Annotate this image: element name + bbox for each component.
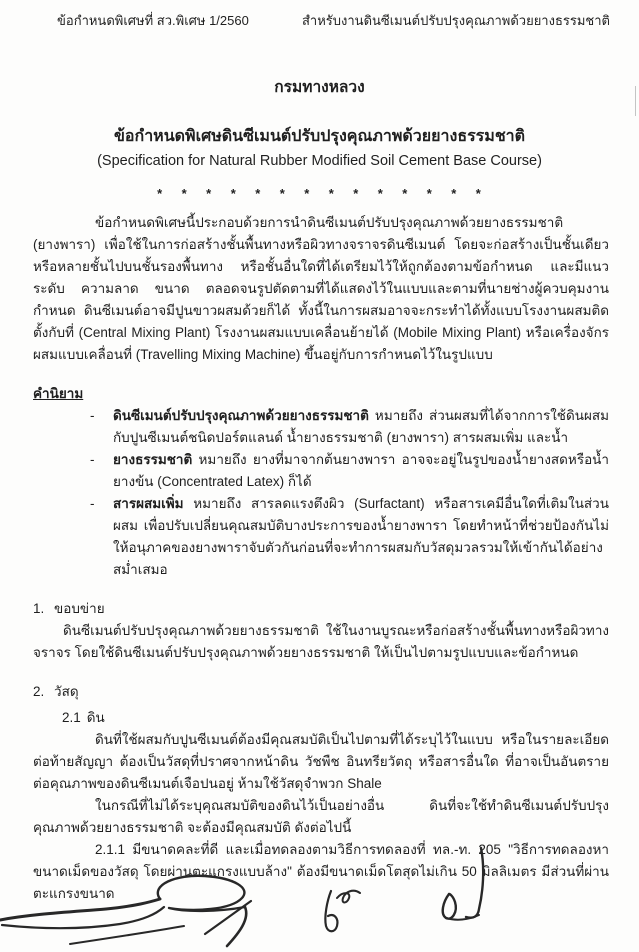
definitions-heading: คำนิยาม [33,386,84,401]
soil-default-properties-paragraph: ในกรณีที่ไม่ได้ระบุคุณสมบัติของดินไว้เป็นอย่างอื่น ดินที่จะใช้ทำดินซีเมนต์ปรับปรุงคุณภาพด้วยยางธรรมชาติ จะต้องมีคุณสมบัติ ดังต่อไปนี้ [33,798,609,835]
scan-artifact-line [635,86,636,116]
document-title-english: (Specification for Natural Rubber Modified Soil Cement Base Course) [97,153,542,169]
header-doc-number: ข้อกำหนดพิเศษที่ สว.พิเศษ 1/2560 [57,13,249,28]
definition-body [113,449,609,493]
definition-text: หมายถึง สารลดแรงตึงผิว (Surfactant) หรือสารเคมีอื่นใดที่เติมในส่วนผสม เพื่อปรับเปลี่ยนคุณสมบัติบางประการของน้ำยางพารา โดยทำหน้าที่ช่วยป้องกันไม่ให้อนุภาคของยางพาราจับตัวกันก่อนที่จะทำการผสมกับวัสดุมวลรวมให้เข้ากันได้อย่างสม่ำเสมอ [113,496,609,577]
document-body [0,212,639,905]
dash-bullet-icon: - [90,496,95,511]
gradation-requirement-paragraph: 2.1.1 มีขนาดคละที่ดี และเมื่อทดลองตามวิธีการทดลองที่ ทล.-ท. 205 "วิธีการทดลองหาขนาดเม็ดของวัสดุ โดยผ่านตะแกรงแบบล้าง" ต้องมีขนาดเม็ดโตสุดไม่เกิน 50 มิลลิเมตร มีส่วนที่ผ่านตะแกรงขนาด [33,842,609,901]
definition-text: หมายถึง ยางที่มาจากต้นยางพารา อาจจะอยู่ในรูปของน้ำยางสดหรือน้ำยางข้น (Concentrated Latex) ก็ได้ [113,452,609,489]
subsection-2-1-title: ดิน [86,710,105,725]
subsection-2-1-heading [33,707,609,729]
section-1-heading [33,598,609,620]
definition-body [113,405,609,449]
definition-item [33,449,609,493]
definition-term: สารผสมเพิ่ม [113,496,184,511]
definition-term: ยางธรรมชาติ [113,452,193,467]
section-1-title: ขอบข่าย [54,601,105,616]
header-doc-subject: สำหรับงานดินซีเมนต์ปรับปรุงคุณภาพด้วยยางธรรมชาติ [302,13,610,28]
definition-item [33,405,609,449]
subsection-2-1-number: 2.1 [62,710,81,725]
section-1-scope [33,598,609,664]
soil-properties-paragraph: ดินที่ใช้ผสมกับปูนซีเมนต์ต้องมีคุณสมบัติเป็นไปตามที่ได้ระบุไว้ในแบบ หรือในรายละเอียดต่อท้ายสัญญา ต้องเป็นวัสดุที่ปราศจากหน้าดิน วัชพืช อินทรียวัตถุ หรือสารอื่นใด ที่อาจเป็นอันตรายต่อคุณภาพของดินซีเมนต์เจือปนอยู่ ห้ามใช้วัสดุจำพวก Shale [33,732,609,791]
asterisk-separator: * * * * * * * * * * * * * * [157,186,482,201]
document-title-thai: ข้อกำหนดพิเศษดินซีเมนต์ปรับปรุงคุณภาพด้วยยางธรรมชาติ [113,128,526,145]
section-1-paragraph: ดินซีเมนต์ปรับปรุงคุณภาพด้วยยางธรรมชาติ ใช้ในงานบูรณะหรือก่อสร้างชั้นพื้นทางหรือผิวทางจราจร โดยใช้ดินซีเมนต์ปรับปรุงคุณภาพด้วยยางธรรมชาติ ให้เป็นไปตามรูปแบบและข้อกำหนด [33,623,609,660]
document-header [0,0,639,31]
organization-title: กรมทางหลวง [274,79,365,96]
section-2-materials [33,681,609,905]
intro-paragraph: ข้อกำหนดพิเศษนี้ประกอบด้วยการนำดินซีเมนต์ปรับปรุงคุณภาพด้วยยางธรรมชาติ (ยางพารา) เพื่อใช้ในการก่อสร้างชั้นพื้นทางหรือผิวทางจราจรดินซีเมนต์ โดยจะก่อสร้างเป็นชั้นเดียวหรือหลายชั้นไปบนชั้นรองพื้นทาง หรือชั้นอื่นใดที่ได้เตรียมไว้ให้ถูกต้องตามข้อกำหนด และมีแนว ระดับ ความลาด ขนาด ตลอดจนรูปตัดตามที่ได้แสดงไว้ในแบบและตามที่นายช่างผู้ควบคุมงานกำหนด ดินซีเมนต์อาจมีปูนขาวผสมด้วยก็ได้ ทั้งนี้ในการผสมอาจจะกระทำได้ทั้งแบบโรงงานผสมติดตั้งกับที่ (Central Mixing Plant) โรงงานผสมแบบเคลื่อนย้ายได้ (Mobile Mixing Plant) หรือเครื่องจักรผสมแบบเคลื่อนที่ (Travelling Mixing Machine) ขึ้นอยู่กับการกำหนดไว้ในรูปแบบ [33,215,609,362]
definition-item [33,493,609,581]
section-2-number: 2. [33,684,45,699]
section-1-number: 1. [33,601,45,616]
definition-body [113,493,609,581]
dash-bullet-icon: - [90,408,95,423]
section-2-heading [33,681,609,703]
definition-term: ดินซีเมนต์ปรับปรุงคุณภาพด้วยยางธรรมชาติ [113,408,369,423]
dash-bullet-icon: - [90,452,95,467]
definitions-list [33,405,609,581]
section-2-title: วัสดุ [54,684,79,699]
definition-text: หมายถึง ส่วนผสมที่ได้จากการใช้ดินผสมกับปูนซีเมนต์ชนิดปอร์ตแลนด์ น้ำยางธรรมชาติ (ยางพารา) สารผสมเพิ่ม และน้ำ [113,408,609,445]
